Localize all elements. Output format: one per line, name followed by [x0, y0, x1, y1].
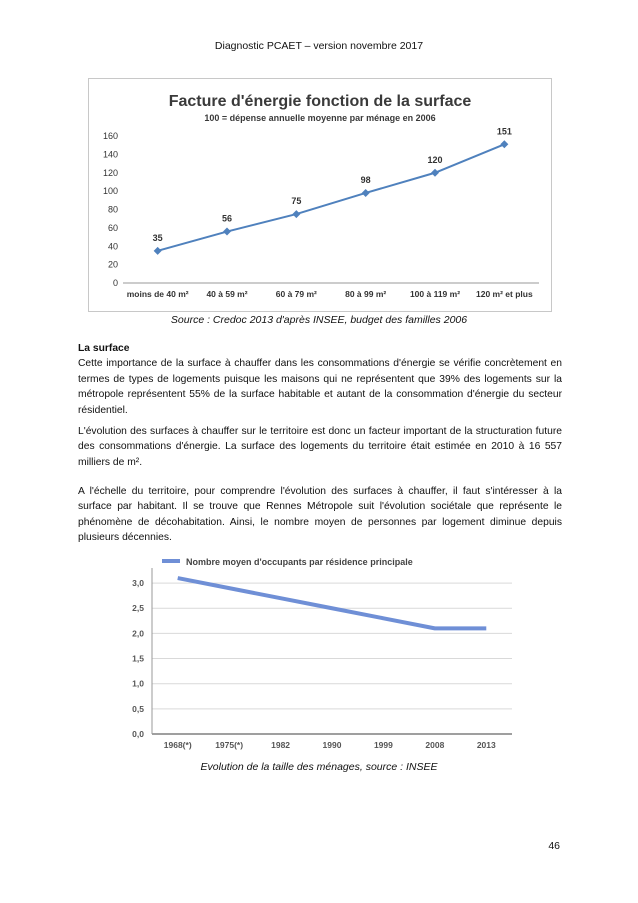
body-text	[78, 341, 562, 418]
chart1-data-point	[362, 189, 370, 197]
chart1-data-point	[292, 210, 300, 218]
chart1-y-tick: 140	[102, 149, 118, 160]
chart2-y-tick: 0,0	[132, 729, 144, 739]
chart1-series-line	[158, 144, 505, 251]
chart2-y-tick: 2,5	[132, 603, 144, 614]
chart1-y-tick: 40	[107, 241, 118, 252]
chart1-data-point	[154, 247, 162, 255]
chart2-y-tick: 0,5	[132, 703, 144, 714]
chart1-data-label: 56	[221, 213, 233, 224]
chart1-data-point	[500, 140, 508, 148]
chart1-y-tick: 60	[107, 222, 118, 233]
chart2-legend-label: Nombre moyen d'occupants par résidence principale	[186, 557, 413, 567]
household-size-chart-svg	[112, 548, 522, 756]
chart1-x-tick: 40 à 59 m²	[206, 289, 248, 299]
chart1-x-tick: 80 à 99 m²	[345, 289, 387, 299]
chart1-y-tick: 120	[102, 167, 118, 178]
chart1-y-tick: 0	[112, 278, 118, 288]
chart1-data-label: 75	[291, 196, 302, 207]
chart2-series-line	[178, 578, 487, 628]
chart2-y-tick: 2,0	[132, 628, 144, 639]
chart1-data-label: 151	[496, 126, 512, 137]
paragraph-3: A l'échelle du territoire, pour comprendre l'évolution des surfaces à chauffer, il faut s'intéresser à la surface par habitant. Il se trouve que Rennes Métropole suit l'évolution sociétale que représente le phénomène de décohabitation. Ainsi, le nombre moyen de personnes par logement diminue depuis plusieurs décennies.	[78, 486, 562, 544]
chart1-title: Facture d'énergie fonction de la surface	[168, 93, 472, 110]
chart2-x-tick: 1999	[373, 740, 393, 750]
chart1-x-tick: 120 m² et plus	[475, 289, 533, 299]
chart1-y-tick: 20	[107, 259, 118, 270]
chart2-y-tick: 3,0	[132, 578, 144, 589]
chart1-data-label: 98	[360, 174, 371, 185]
chart1-y-tick: 160	[102, 131, 118, 141]
chart1-data-point	[431, 169, 439, 177]
chart1-x-tick: moins de 40 m²	[126, 289, 189, 299]
chart1-data-label: 35	[152, 232, 163, 243]
chart1-data-label: 120	[427, 154, 443, 165]
chart1-y-tick: 80	[107, 204, 118, 215]
page-header: Diagnostic PCAET – version novembre 2017	[214, 40, 424, 52]
page-number: 46	[548, 840, 560, 852]
chart2-x-tick: 1975(*)	[215, 740, 244, 750]
chart2-x-tick: 2013	[476, 740, 496, 750]
chart2-x-tick: 1968(*)	[163, 740, 192, 750]
chart1-x-tick: 60 à 79 m²	[275, 289, 317, 299]
paragraph-3-block	[78, 484, 562, 546]
chart1-caption: Source : Credoc 2013 d'après INSEE, budget des familles 2006	[170, 314, 468, 326]
chart2-x-tick: 1990	[322, 740, 342, 750]
chart1-y-tick: 100	[102, 186, 118, 197]
energy-bill-chart	[88, 78, 552, 312]
chart1-subtitle: 100 = dépense annuelle moyenne par ménage en 2006	[204, 113, 436, 123]
paragraph-1: Cette importance de la surface à chauffer dans les consommations d'énergie se vérifie concrètement en termes de types de logements puisque les maisons qui ne représentent que 39% des logements sur la métropole représentent 55% de la surface habitable et autant de la consommation d'énergie du secteur résidentiel.	[78, 358, 562, 416]
chart2-y-tick: 1,5	[132, 653, 144, 664]
chart2-caption: Evolution de la taille des ménages, source : INSEE	[200, 761, 438, 773]
household-size-chart	[112, 548, 522, 756]
energy-bill-chart-svg	[89, 79, 551, 311]
chart2-x-tick: 1982	[271, 740, 291, 750]
chart1-data-point	[223, 228, 231, 236]
paragraph-2: L'évolution des surfaces à chauffer sur le territoire est donc un facteur important de la structuration future des consommations d'énergie. La surface des logements du territoire était estimée en 2010 à 16 557 milliers de m².	[78, 426, 562, 468]
section-heading: La surface	[78, 343, 130, 354]
paragraph-2-block	[78, 424, 562, 470]
chart2-y-tick: 1,0	[132, 678, 144, 689]
chart2-x-tick: 2008	[425, 740, 445, 750]
chart1-x-tick: 100 à 119 m²	[409, 289, 461, 299]
